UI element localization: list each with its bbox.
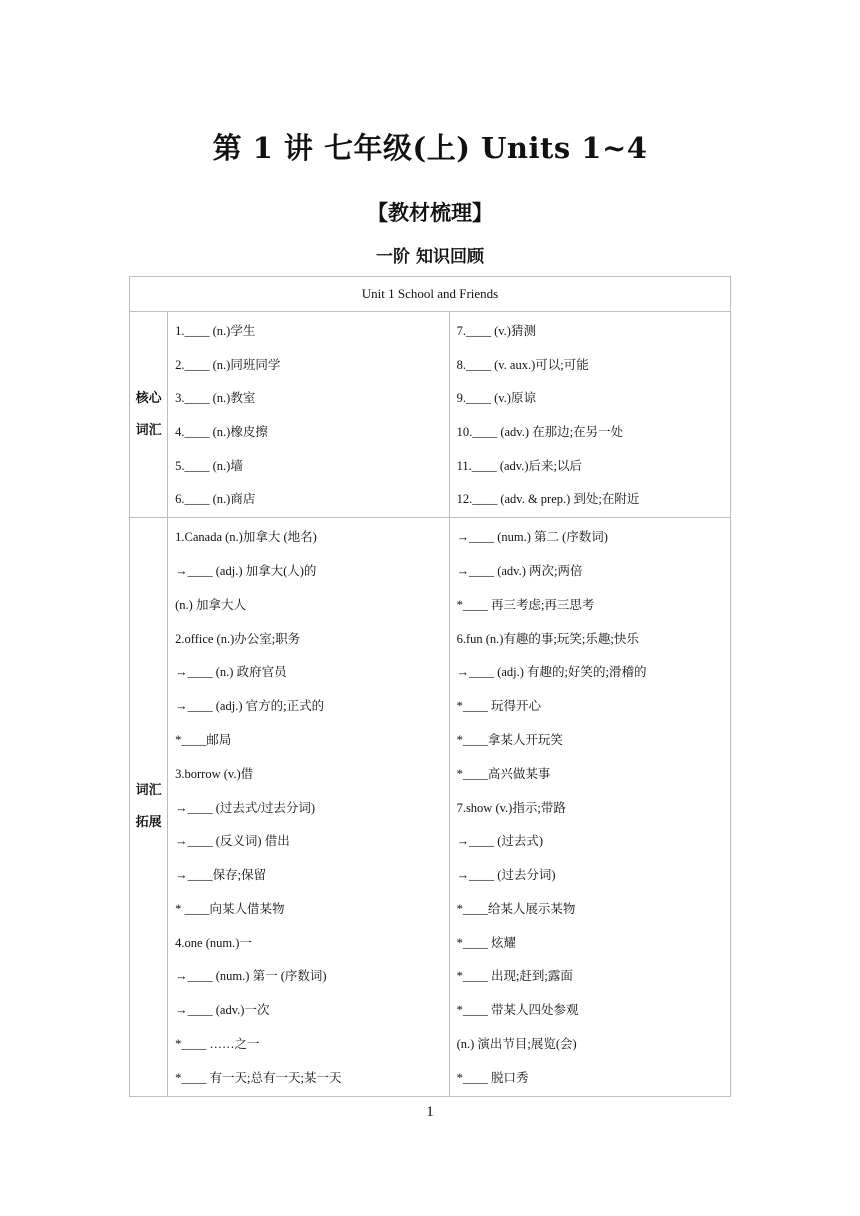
list-item: *____ 玩得开心 — [456, 699, 541, 714]
list-item: →____ (num.) 第二 (序数词) — [456, 530, 608, 545]
list-item: 1.____ (n.)学生 — [175, 324, 256, 338]
list-item: 2.office (n.)办公室;职务 — [175, 631, 301, 646]
list-item: *____邮局 — [175, 732, 232, 747]
table-header-row — [130, 277, 731, 312]
list-item: 8.____ (v. aux.)可以;可能 — [456, 357, 589, 372]
list-item: 10.____ (adv.) 在那边;在另一处 — [456, 425, 624, 440]
list-item: *____ 炫耀 — [456, 935, 516, 950]
core-label-line-1: 核心 — [135, 390, 162, 406]
list-item: →____ (过去分词) — [456, 868, 556, 883]
expansion-label-line-1: 词汇 — [135, 782, 162, 798]
expansion-vocabulary-label — [130, 518, 168, 1097]
list-item: 5.____ (n.)墙 — [175, 458, 243, 473]
list-item: →____ (过去式) — [456, 834, 544, 849]
list-item: *____ 脱口秀 — [456, 1070, 529, 1085]
list-item: *____ 带某人四处参观 — [456, 1003, 579, 1018]
list-item: 7.____ (v.)猜测 — [456, 324, 536, 338]
list-item: *____ ……之一 — [175, 1037, 260, 1052]
list-item: 9.____ (v.)原谅 — [456, 391, 536, 406]
page-title: 第 1 讲 七年级(上) Units 1~4 — [212, 131, 648, 165]
list-item: 6.fun (n.)有趣的事;玩笑;乐趣;快乐 — [456, 631, 639, 646]
list-item: (n.) 演出节目;展览(会) — [456, 1037, 577, 1052]
list-item: →____保存;保留 — [175, 868, 267, 883]
list-item: →____ (adv.)一次 — [175, 1003, 270, 1018]
list-item: * ____向某人借某物 — [175, 901, 285, 916]
list-item: →____ (反义词) 借出 — [175, 834, 290, 849]
expansion-vocabulary-row — [130, 518, 731, 1097]
core-right-column — [449, 312, 730, 518]
list-item: *____拿某人开玩笑 — [456, 732, 563, 747]
unit-header: Unit 1 School and Friends — [130, 277, 731, 312]
vocabulary-table — [129, 276, 731, 1097]
list-item: 6.____ (n.)商店 — [175, 492, 256, 507]
list-item: →____ (adj.) 加拿大(人)的 — [175, 563, 317, 578]
list-item: →____ (adj.) 官方的;正式的 — [175, 699, 325, 714]
list-item: *____高兴做某事 — [456, 766, 551, 781]
list-item: 11.____ (adv.)后来;以后 — [456, 458, 583, 473]
list-item: 7.show (v.)指示;带路 — [456, 800, 566, 815]
list-item: →____ (adj.) 有趣的;好笑的;滑稽的 — [456, 665, 647, 680]
list-item: 4.one (num.)一 — [175, 935, 252, 950]
core-left-column — [168, 312, 449, 518]
list-item: (n.) 加拿大人 — [175, 597, 246, 612]
core-label-line-2: 词汇 — [135, 422, 162, 438]
core-vocabulary-label — [130, 312, 168, 518]
list-item: →____ (过去式/过去分词) — [175, 800, 316, 815]
list-item: *____ 再三考虑;再三思考 — [456, 597, 595, 612]
list-item: 2.____ (n.)同班同学 — [175, 357, 281, 372]
list-item: 1.Canada (n.)加拿大 (地名) — [175, 530, 317, 545]
expansion-label-line-2: 拓展 — [135, 814, 162, 830]
list-item: 4.____ (n.)橡皮擦 — [175, 425, 268, 440]
list-item: →____ (adv.) 两次;两倍 — [456, 563, 583, 578]
list-item: 3.borrow (v.)借 — [175, 766, 254, 781]
stage-heading: 一阶 知识回顾 — [376, 247, 484, 267]
list-item: 12.____ (adv. & prep.) 到处;在附近 — [456, 492, 640, 507]
expansion-left-column — [168, 518, 449, 1097]
section-heading: 【教材梳理】 — [367, 201, 493, 225]
core-vocabulary-row — [130, 312, 731, 518]
list-item: *____给某人展示某物 — [456, 901, 576, 916]
page-number: 1 — [426, 1104, 434, 1120]
list-item: *____ 有一天;总有一天;某一天 — [175, 1070, 342, 1085]
list-item: →____ (n.) 政府官员 — [175, 665, 287, 680]
list-item: 3.____ (n.)教室 — [175, 391, 256, 406]
list-item: →____ (num.) 第一 (序数词) — [175, 969, 327, 984]
expansion-right-column — [449, 518, 730, 1097]
list-item: *____ 出现;赶到;露面 — [456, 969, 573, 984]
